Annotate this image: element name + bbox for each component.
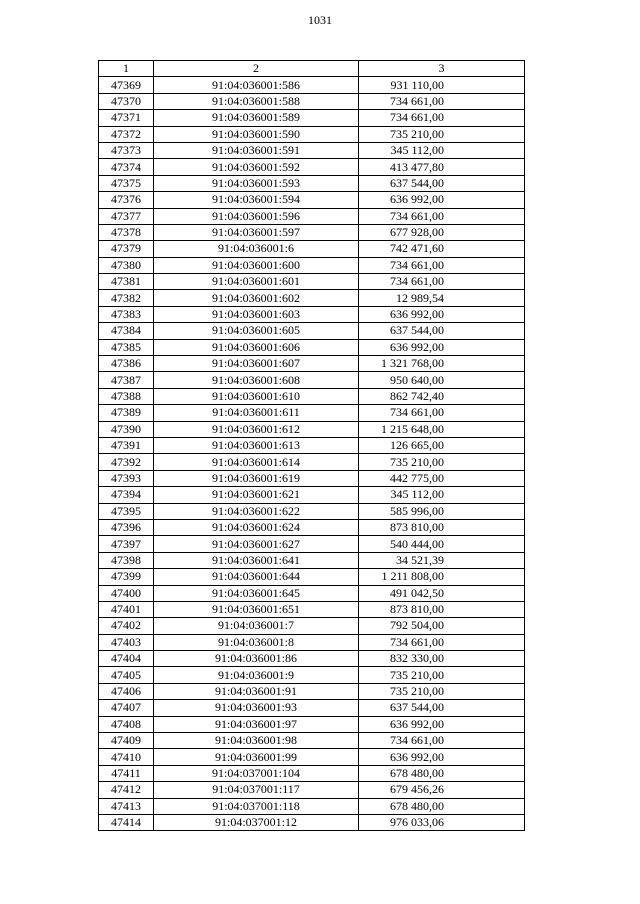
value-cell: 585 996,00 (359, 503, 525, 519)
cadastral-number-cell: 91:04:036001:86 (154, 651, 359, 667)
cadastral-number-cell: 91:04:036001:91 (154, 683, 359, 699)
value-cell: 950 640,00 (359, 372, 525, 388)
row-number-cell: 47380 (99, 257, 154, 273)
table-row (99, 716, 525, 732)
cadastral-number-cell: 91:04:036001:592 (154, 159, 359, 175)
table-row (99, 77, 525, 93)
value-cell: 413 477,80 (359, 159, 525, 175)
row-number-cell: 47405 (99, 667, 154, 683)
table-row (99, 339, 525, 355)
row-number-cell: 47377 (99, 208, 154, 224)
table-row (99, 421, 525, 437)
column-header-3: 3 (359, 61, 525, 77)
row-number-cell: 47407 (99, 700, 154, 716)
table-row (99, 93, 525, 109)
value-cell: 540 444,00 (359, 536, 525, 552)
value-cell: 742 471,60 (359, 241, 525, 257)
row-number-cell: 47376 (99, 192, 154, 208)
table-row (99, 290, 525, 306)
row-number-cell: 47370 (99, 93, 154, 109)
value-cell: 636 992,00 (359, 716, 525, 732)
table-row (99, 159, 525, 175)
cadastral-number-cell: 91:04:036001:97 (154, 716, 359, 732)
value-cell: 126 665,00 (359, 437, 525, 453)
value-cell: 734 661,00 (359, 634, 525, 650)
cadastral-number-cell: 91:04:036001:641 (154, 552, 359, 568)
row-number-cell: 47371 (99, 110, 154, 126)
value-cell: 931 110,00 (359, 77, 525, 93)
column-header-2: 2 (154, 61, 359, 77)
row-number-cell: 47391 (99, 437, 154, 453)
row-number-cell: 47392 (99, 454, 154, 470)
table-row (99, 733, 525, 749)
value-cell: 12 989,54 (359, 290, 525, 306)
cadastral-number-cell: 91:04:036001:594 (154, 192, 359, 208)
header-row (99, 61, 525, 77)
row-number-cell: 47406 (99, 683, 154, 699)
cadastral-number-cell: 91:04:036001:627 (154, 536, 359, 552)
value-cell: 637 544,00 (359, 323, 525, 339)
table-row (99, 142, 525, 158)
row-number-cell: 47388 (99, 388, 154, 404)
table-row (99, 241, 525, 257)
cadastral-number-cell: 91:04:036001:593 (154, 175, 359, 191)
cadastral-number-cell: 91:04:036001:644 (154, 569, 359, 585)
value-cell: 734 661,00 (359, 733, 525, 749)
cadastral-number-cell: 91:04:036001:588 (154, 93, 359, 109)
table-row (99, 192, 525, 208)
row-number-cell: 47375 (99, 175, 154, 191)
value-cell: 636 992,00 (359, 339, 525, 355)
table-row (99, 208, 525, 224)
cadastral-number-cell: 91:04:036001:99 (154, 749, 359, 765)
row-number-cell: 47393 (99, 470, 154, 486)
cadastral-number-cell: 91:04:036001:601 (154, 274, 359, 290)
value-cell: 636 992,00 (359, 192, 525, 208)
value-cell: 734 661,00 (359, 93, 525, 109)
cadastral-number-cell: 91:04:036001:624 (154, 519, 359, 535)
row-number-cell: 47410 (99, 749, 154, 765)
value-cell: 734 661,00 (359, 208, 525, 224)
row-number-cell: 47412 (99, 782, 154, 798)
value-cell: 34 521,39 (359, 552, 525, 568)
row-number-cell: 47397 (99, 536, 154, 552)
table-row (99, 798, 525, 814)
value-cell: 734 661,00 (359, 405, 525, 421)
cadastral-number-cell: 91:04:036001:606 (154, 339, 359, 355)
cadastral-number-cell: 91:04:037001:117 (154, 782, 359, 798)
value-cell: 679 456,26 (359, 782, 525, 798)
table-body (99, 77, 525, 831)
cadastral-number-cell: 91:04:036001:7 (154, 618, 359, 634)
value-cell: 792 504,00 (359, 618, 525, 634)
table-row (99, 569, 525, 585)
table-row (99, 175, 525, 191)
row-number-cell: 47386 (99, 356, 154, 372)
cadastral-number-cell: 91:04:037001:104 (154, 765, 359, 781)
value-cell: 491 042,50 (359, 585, 525, 601)
table-row (99, 749, 525, 765)
table-row (99, 306, 525, 322)
cadastral-number-cell: 91:04:036001:600 (154, 257, 359, 273)
table-row (99, 224, 525, 240)
table-row (99, 700, 525, 716)
row-number-cell: 47408 (99, 716, 154, 732)
cadastral-number-cell: 91:04:036001:610 (154, 388, 359, 404)
value-cell: 734 661,00 (359, 274, 525, 290)
table-row (99, 323, 525, 339)
row-number-cell: 47382 (99, 290, 154, 306)
value-cell: 1 211 808,00 (359, 569, 525, 585)
value-cell: 735 210,00 (359, 683, 525, 699)
row-number-cell: 47395 (99, 503, 154, 519)
table-row (99, 765, 525, 781)
value-cell: 1 215 648,00 (359, 421, 525, 437)
cadastral-number-cell: 91:04:036001:602 (154, 290, 359, 306)
value-cell: 678 480,00 (359, 765, 525, 781)
table-row (99, 585, 525, 601)
page-number: 1031 (308, 13, 332, 27)
value-cell: 636 992,00 (359, 749, 525, 765)
table-row (99, 601, 525, 617)
value-cell: 442 775,00 (359, 470, 525, 486)
value-cell: 735 210,00 (359, 454, 525, 470)
table-row (99, 782, 525, 798)
value-cell: 637 544,00 (359, 700, 525, 716)
cadastral-number-cell: 91:04:036001:612 (154, 421, 359, 437)
row-number-cell: 47381 (99, 274, 154, 290)
value-cell: 735 210,00 (359, 126, 525, 142)
row-number-cell: 47414 (99, 814, 154, 830)
value-cell: 976 033,06 (359, 814, 525, 830)
table-row (99, 388, 525, 404)
value-cell: 677 928,00 (359, 224, 525, 240)
table-row (99, 470, 525, 486)
row-number-cell: 47385 (99, 339, 154, 355)
row-number-cell: 47387 (99, 372, 154, 388)
table-row (99, 487, 525, 503)
cadastral-number-cell: 91:04:036001:611 (154, 405, 359, 421)
row-number-cell: 47374 (99, 159, 154, 175)
cadastral-number-cell: 91:04:036001:596 (154, 208, 359, 224)
cadastral-number-cell: 91:04:036001:8 (154, 634, 359, 650)
register-table (98, 60, 525, 831)
row-number-cell: 47402 (99, 618, 154, 634)
row-number-cell: 47409 (99, 733, 154, 749)
table-row (99, 503, 525, 519)
table-row (99, 110, 525, 126)
value-cell: 636 992,00 (359, 306, 525, 322)
cadastral-number-cell: 91:04:036001:597 (154, 224, 359, 240)
row-number-cell: 47372 (99, 126, 154, 142)
row-number-cell: 47390 (99, 421, 154, 437)
row-number-cell: 47369 (99, 77, 154, 93)
row-number-cell: 47398 (99, 552, 154, 568)
row-number-cell: 47396 (99, 519, 154, 535)
cadastral-number-cell: 91:04:036001:614 (154, 454, 359, 470)
value-cell: 734 661,00 (359, 257, 525, 273)
row-number-cell: 47400 (99, 585, 154, 601)
table-row (99, 651, 525, 667)
table-row (99, 634, 525, 650)
cadastral-number-cell: 91:04:036001:607 (154, 356, 359, 372)
row-number-cell: 47411 (99, 765, 154, 781)
table-row (99, 126, 525, 142)
cadastral-number-cell: 91:04:036001:98 (154, 733, 359, 749)
row-number-cell: 47401 (99, 601, 154, 617)
table-row (99, 618, 525, 634)
cadastral-number-cell: 91:04:036001:590 (154, 126, 359, 142)
row-number-cell: 47379 (99, 241, 154, 257)
cadastral-number-cell: 91:04:036001:93 (154, 700, 359, 716)
cadastral-number-cell: 91:04:037001:12 (154, 814, 359, 830)
value-cell: 873 810,00 (359, 519, 525, 535)
row-number-cell: 47373 (99, 142, 154, 158)
value-cell: 678 480,00 (359, 798, 525, 814)
cadastral-number-cell: 91:04:036001:6 (154, 241, 359, 257)
cadastral-number-cell: 91:04:036001:586 (154, 77, 359, 93)
table-row (99, 454, 525, 470)
value-cell: 734 661,00 (359, 110, 525, 126)
cadastral-number-cell: 91:04:036001:613 (154, 437, 359, 453)
table-row (99, 552, 525, 568)
value-cell: 1 321 768,00 (359, 356, 525, 372)
row-number-cell: 47384 (99, 323, 154, 339)
cadastral-number-cell: 91:04:037001:118 (154, 798, 359, 814)
row-number-cell: 47404 (99, 651, 154, 667)
table-row (99, 814, 525, 830)
table-row (99, 257, 525, 273)
cadastral-number-cell: 91:04:036001:645 (154, 585, 359, 601)
cadastral-number-cell: 91:04:036001:591 (154, 142, 359, 158)
row-number-cell: 47413 (99, 798, 154, 814)
value-cell: 862 742,40 (359, 388, 525, 404)
cadastral-number-cell: 91:04:036001:619 (154, 470, 359, 486)
row-number-cell: 47403 (99, 634, 154, 650)
table-row (99, 667, 525, 683)
cadastral-number-cell: 91:04:036001:603 (154, 306, 359, 322)
column-header-1: 1 (99, 61, 154, 77)
table-row (99, 356, 525, 372)
value-cell: 637 544,00 (359, 175, 525, 191)
cadastral-number-cell: 91:04:036001:651 (154, 601, 359, 617)
cadastral-number-cell: 91:04:036001:622 (154, 503, 359, 519)
table-row (99, 437, 525, 453)
value-cell: 345 112,00 (359, 142, 525, 158)
row-number-cell: 47383 (99, 306, 154, 322)
cadastral-number-cell: 91:04:036001:621 (154, 487, 359, 503)
value-cell: 873 810,00 (359, 601, 525, 617)
value-cell: 832 330,00 (359, 651, 525, 667)
table-row (99, 274, 525, 290)
value-cell: 735 210,00 (359, 667, 525, 683)
table-row (99, 372, 525, 388)
row-number-cell: 47399 (99, 569, 154, 585)
table-row (99, 683, 525, 699)
row-number-cell: 47378 (99, 224, 154, 240)
row-number-cell: 47389 (99, 405, 154, 421)
table-row (99, 519, 525, 535)
cadastral-number-cell: 91:04:036001:608 (154, 372, 359, 388)
table-row (99, 405, 525, 421)
table-row (99, 536, 525, 552)
cadastral-number-cell: 91:04:036001:9 (154, 667, 359, 683)
cadastral-number-cell: 91:04:036001:605 (154, 323, 359, 339)
cadastral-number-cell: 91:04:036001:589 (154, 110, 359, 126)
value-cell: 345 112,00 (359, 487, 525, 503)
row-number-cell: 47394 (99, 487, 154, 503)
